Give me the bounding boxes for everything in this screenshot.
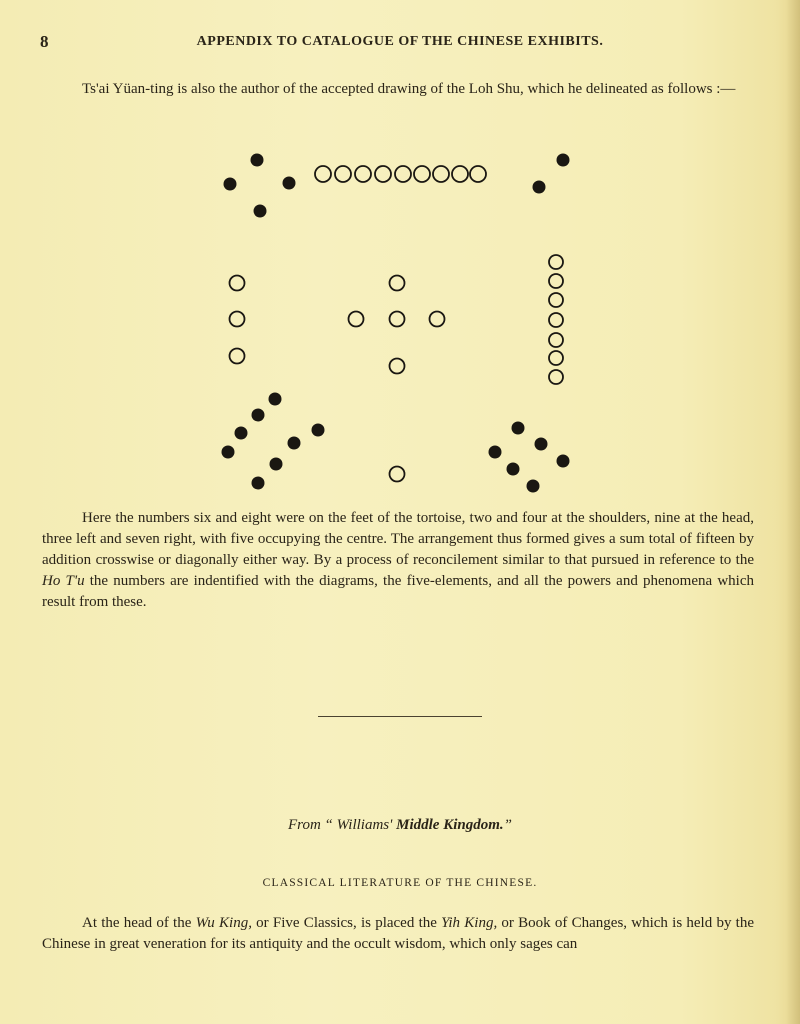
group-four-black-dots: [224, 154, 296, 218]
black-dot: [288, 437, 301, 450]
ho-tu-title: Ho T'u: [42, 573, 85, 589]
white-circle: [349, 312, 364, 327]
white-circle: [470, 166, 486, 182]
black-dot: [252, 477, 265, 490]
group-nine-white-circles: [315, 166, 486, 182]
black-dot: [224, 178, 237, 191]
intro-text: Ts'ai Yüan-ting is also the author of the accepted drawing of the Loh Shu, which he delineated as follows :—: [82, 81, 736, 97]
white-circle: [355, 166, 371, 182]
white-circle: [549, 351, 563, 365]
white-circle: [390, 359, 405, 374]
group-three-white-circles: [230, 276, 245, 364]
black-dot: [512, 422, 525, 435]
wu-king-title: Wu King,: [195, 915, 252, 931]
white-circle: [549, 255, 563, 269]
white-circle: [549, 293, 563, 307]
white-circle: [549, 274, 563, 288]
white-circle: [315, 166, 331, 182]
black-dot: [235, 427, 248, 440]
body-tail: the numbers are indentified with the diagrams, the five-elements, and all the powers and phenomena which result from these.: [42, 573, 754, 610]
black-dot: [312, 424, 325, 437]
white-circle: [390, 276, 405, 291]
black-dot: [251, 154, 264, 167]
group-one-white-circle: [390, 467, 405, 482]
black-dot: [535, 438, 548, 451]
white-circle: [230, 312, 245, 327]
black-dot: [557, 455, 570, 468]
caption-prefix: From: [288, 817, 321, 833]
white-circle: [395, 166, 411, 182]
final-mid-2: or Book of Changes, which is held by the Chinese in great veneration for its antiquity and the occult wisdom, which only sages can: [42, 915, 755, 952]
white-circle: [430, 312, 445, 327]
group-two-black-dots: [533, 154, 570, 194]
black-dot: [527, 480, 540, 493]
page-number: 8: [40, 32, 49, 51]
black-dot: [269, 393, 282, 406]
final-paragraph: [42, 913, 754, 955]
caption-close-quote: ”: [503, 817, 512, 833]
white-circle: [452, 166, 468, 182]
white-circle: [433, 166, 449, 182]
white-circle: [375, 166, 391, 182]
final-mid-1: or Five Classics, is placed the: [251, 915, 442, 931]
body-lead: Here: [82, 510, 112, 526]
body-paragraph: [42, 508, 754, 613]
section-rule: [318, 716, 482, 717]
black-dot: [252, 409, 265, 422]
white-circle: [549, 313, 563, 327]
caption-open-quote: “: [320, 817, 337, 833]
white-circle: [549, 333, 563, 347]
final-lead: At the head of the: [82, 915, 196, 931]
group-six-black-dots: [489, 422, 570, 493]
caption-title: Middle Kingdom.: [396, 817, 504, 833]
black-dot: [489, 446, 502, 459]
group-eight-black-dots: [222, 393, 325, 490]
black-dot: [283, 177, 296, 190]
source-caption: [0, 817, 800, 834]
black-dot: [507, 463, 520, 476]
body-text: the numbers six and eight were on the feet of the tortoise, two and four at the shoulders, nine at the head, three left and seven right, with five occupying the centre. The arrangement thus formed gives a sum total of fifteen by addition crosswise or diagonally either way. By a process of reconcilement similar to that pursued in reference to the: [42, 510, 754, 568]
white-circle: [230, 349, 245, 364]
black-dot: [557, 154, 570, 167]
white-circle: [549, 370, 563, 384]
white-circle: [390, 312, 405, 327]
black-dot: [254, 205, 267, 218]
black-dot: [270, 458, 283, 471]
white-circle: [414, 166, 430, 182]
group-five-white-circles: [349, 276, 445, 374]
group-seven-white-circles: [549, 255, 563, 384]
yih-king-title: Yih King,: [441, 915, 498, 931]
white-circle: [335, 166, 351, 182]
caption-author: Williams': [336, 817, 393, 833]
running-head-title: APPENDIX TO CATALOGUE OF THE CHINESE EXHIBITS.: [196, 34, 604, 49]
white-circle: [230, 276, 245, 291]
black-dot: [222, 446, 235, 459]
section-heading: CLASSICAL LITERATURE OF THE CHINESE.: [262, 877, 538, 889]
white-circle: [390, 467, 405, 482]
black-dot: [533, 181, 546, 194]
